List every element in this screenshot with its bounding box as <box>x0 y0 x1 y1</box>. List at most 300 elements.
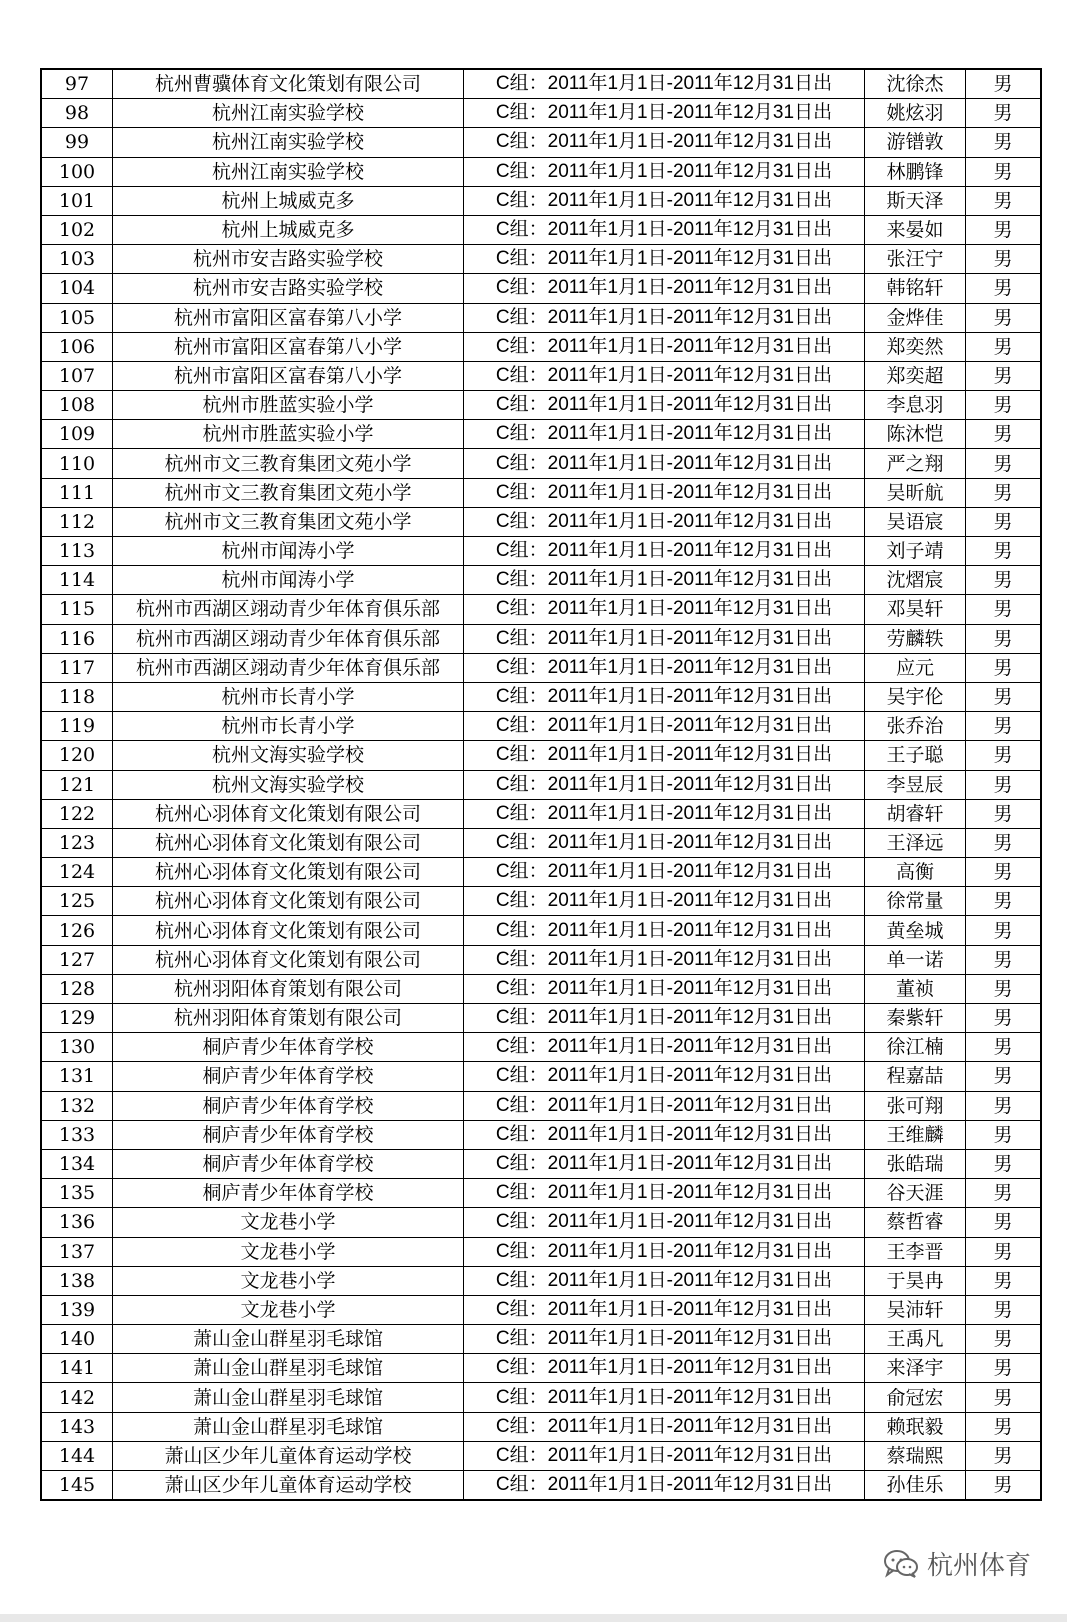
watermark-text: 杭州体育 <box>926 1551 1031 1581</box>
unit-cell: 杭州市西湖区翊动青少年体育俱乐部 <box>113 595 464 624</box>
table-row <box>41 858 1041 887</box>
sex-cell: 男 <box>966 391 1042 420</box>
unit-cell: 杭州市闻涛小学 <box>113 537 464 566</box>
table-row <box>41 653 1041 682</box>
unit-cell: 桐庐青少年体育学校 <box>113 1033 464 1062</box>
unit-cell: 萧山区少年儿童体育运动学校 <box>113 1471 464 1501</box>
unit-cell: 杭州心羽体育文化策划有限公司 <box>113 858 464 887</box>
name-cell: 吴昕航 <box>865 478 966 507</box>
table-row <box>41 1208 1041 1237</box>
table-row <box>41 624 1041 653</box>
sex-cell: 男 <box>966 128 1042 157</box>
sex-cell: 男 <box>966 1179 1042 1208</box>
table-row <box>41 1295 1041 1324</box>
name-cell: 王维麟 <box>865 1120 966 1149</box>
sex-cell: 男 <box>966 799 1042 828</box>
row-number: 121 <box>41 770 113 799</box>
unit-cell: 桐庐青少年体育学校 <box>113 1120 464 1149</box>
table-row <box>41 1471 1041 1501</box>
row-number: 134 <box>41 1149 113 1178</box>
row-number: 107 <box>41 361 113 390</box>
row-number: 130 <box>41 1033 113 1062</box>
table-row <box>41 507 1041 536</box>
name-cell: 韩铭轩 <box>865 274 966 303</box>
table-row <box>41 974 1041 1003</box>
row-number: 145 <box>41 1471 113 1501</box>
unit-cell: 杭州市闻涛小学 <box>113 566 464 595</box>
name-cell: 于昊冉 <box>865 1266 966 1295</box>
row-number: 115 <box>41 595 113 624</box>
unit-cell: 萧山区少年儿童体育运动学校 <box>113 1441 464 1470</box>
name-cell: 秦紫轩 <box>865 1004 966 1033</box>
row-number: 133 <box>41 1120 113 1149</box>
unit-cell: 萧山金山群星羽毛球馆 <box>113 1325 464 1354</box>
group-cell: C组：2011年1月1日-2011年12月31日出 <box>464 624 865 653</box>
row-number: 117 <box>41 653 113 682</box>
sex-cell: 男 <box>966 624 1042 653</box>
unit-cell: 杭州市西湖区翊动青少年体育俱乐部 <box>113 624 464 653</box>
name-cell: 邓昊轩 <box>865 595 966 624</box>
table-row <box>41 420 1041 449</box>
sex-cell: 男 <box>966 245 1042 274</box>
table-row <box>41 945 1041 974</box>
row-number: 106 <box>41 332 113 361</box>
group-cell: C组：2011年1月1日-2011年12月31日出 <box>464 274 865 303</box>
row-number: 122 <box>41 799 113 828</box>
sex-cell: 男 <box>966 1295 1042 1324</box>
name-cell: 郑奕然 <box>865 332 966 361</box>
group-cell: C组：2011年1月1日-2011年12月31日出 <box>464 1033 865 1062</box>
sex-cell: 男 <box>966 274 1042 303</box>
table-row <box>41 1266 1041 1295</box>
group-cell: C组：2011年1月1日-2011年12月31日出 <box>464 566 865 595</box>
table-row <box>41 887 1041 916</box>
unit-cell: 杭州文海实验学校 <box>113 770 464 799</box>
table-row <box>41 478 1041 507</box>
row-number: 139 <box>41 1295 113 1324</box>
row-number: 103 <box>41 245 113 274</box>
unit-cell: 杭州市文三教育集团文苑小学 <box>113 478 464 507</box>
group-cell: C组：2011年1月1日-2011年12月31日出 <box>464 653 865 682</box>
unit-cell: 萧山金山群星羽毛球馆 <box>113 1383 464 1412</box>
sex-cell: 男 <box>966 741 1042 770</box>
row-number: 144 <box>41 1441 113 1470</box>
name-cell: 刘子靖 <box>865 537 966 566</box>
group-cell: C组：2011年1月1日-2011年12月31日出 <box>464 916 865 945</box>
unit-cell: 桐庐青少年体育学校 <box>113 1179 464 1208</box>
name-cell: 黄垒城 <box>865 916 966 945</box>
unit-cell: 杭州市富阳区富春第八小学 <box>113 303 464 332</box>
sex-cell: 男 <box>966 507 1042 536</box>
group-cell: C组：2011年1月1日-2011年12月31日出 <box>464 799 865 828</box>
table-row <box>41 828 1041 857</box>
row-number: 120 <box>41 741 113 770</box>
name-cell: 劳麟轶 <box>865 624 966 653</box>
name-cell: 游镨敦 <box>865 128 966 157</box>
group-cell: C组：2011年1月1日-2011年12月31日出 <box>464 887 865 916</box>
sex-cell: 男 <box>966 1325 1042 1354</box>
row-number: 131 <box>41 1062 113 1091</box>
group-cell: C组：2011年1月1日-2011年12月31日出 <box>464 537 865 566</box>
unit-cell: 杭州心羽体育文化策划有限公司 <box>113 799 464 828</box>
name-cell: 徐常量 <box>865 887 966 916</box>
row-number: 118 <box>41 682 113 711</box>
name-cell: 沈徐杰 <box>865 69 966 99</box>
group-cell: C组：2011年1月1日-2011年12月31日出 <box>464 361 865 390</box>
sex-cell: 男 <box>966 1149 1042 1178</box>
sex-cell: 男 <box>966 215 1042 244</box>
name-cell: 俞冠宏 <box>865 1383 966 1412</box>
unit-cell: 杭州曹骥体育文化策划有限公司 <box>113 69 464 99</box>
name-cell: 程嘉喆 <box>865 1062 966 1091</box>
sex-cell: 男 <box>966 449 1042 478</box>
sex-cell: 男 <box>966 828 1042 857</box>
group-cell: C组：2011年1月1日-2011年12月31日出 <box>464 1149 865 1178</box>
unit-cell: 杭州市安吉路实验学校 <box>113 274 464 303</box>
unit-cell: 杭州市长青小学 <box>113 682 464 711</box>
name-cell: 郑奕超 <box>865 361 966 390</box>
row-number: 127 <box>41 945 113 974</box>
group-cell: C组：2011年1月1日-2011年12月31日出 <box>464 1325 865 1354</box>
group-cell: C组：2011年1月1日-2011年12月31日出 <box>464 1295 865 1324</box>
sex-cell: 男 <box>966 1120 1042 1149</box>
group-cell: C组：2011年1月1日-2011年12月31日出 <box>464 391 865 420</box>
row-number: 140 <box>41 1325 113 1354</box>
group-cell: C组：2011年1月1日-2011年12月31日出 <box>464 682 865 711</box>
unit-cell: 杭州市胜蓝实验小学 <box>113 420 464 449</box>
sex-cell: 男 <box>966 682 1042 711</box>
row-number: 137 <box>41 1237 113 1266</box>
sex-cell: 男 <box>966 1208 1042 1237</box>
name-cell: 徐江楠 <box>865 1033 966 1062</box>
row-number: 97 <box>41 69 113 99</box>
table-row <box>41 712 1041 741</box>
group-cell: C组：2011年1月1日-2011年12月31日出 <box>464 828 865 857</box>
table-row <box>41 215 1041 244</box>
row-number: 112 <box>41 507 113 536</box>
sex-cell: 男 <box>966 712 1042 741</box>
name-cell: 严之翔 <box>865 449 966 478</box>
sex-cell: 男 <box>966 945 1042 974</box>
group-cell: C组：2011年1月1日-2011年12月31日出 <box>464 332 865 361</box>
group-cell: C组：2011年1月1日-2011年12月31日出 <box>464 449 865 478</box>
row-number: 128 <box>41 974 113 1003</box>
unit-cell: 杭州市胜蓝实验小学 <box>113 391 464 420</box>
row-number: 119 <box>41 712 113 741</box>
sex-cell: 男 <box>966 566 1042 595</box>
sex-cell: 男 <box>966 916 1042 945</box>
name-cell: 孙佳乐 <box>865 1471 966 1501</box>
table-row <box>41 1091 1041 1120</box>
sex-cell: 男 <box>966 69 1042 99</box>
name-cell: 来晏如 <box>865 215 966 244</box>
name-cell: 姚炫羽 <box>865 99 966 128</box>
sex-cell: 男 <box>966 974 1042 1003</box>
sex-cell: 男 <box>966 332 1042 361</box>
group-cell: C组：2011年1月1日-2011年12月31日出 <box>464 245 865 274</box>
group-cell: C组：2011年1月1日-2011年12月31日出 <box>464 595 865 624</box>
name-cell: 王禹凡 <box>865 1325 966 1354</box>
table-row <box>41 916 1041 945</box>
name-cell: 吴沛轩 <box>865 1295 966 1324</box>
name-cell: 应元 <box>865 653 966 682</box>
table-row <box>41 332 1041 361</box>
row-number: 98 <box>41 99 113 128</box>
row-number: 132 <box>41 1091 113 1120</box>
sex-cell: 男 <box>966 595 1042 624</box>
name-cell: 林鹏锋 <box>865 157 966 186</box>
row-number: 108 <box>41 391 113 420</box>
table-row <box>41 1004 1041 1033</box>
roster-sheet <box>40 68 1034 1501</box>
unit-cell: 杭州上城威克多 <box>113 215 464 244</box>
table-row <box>41 1149 1041 1178</box>
unit-cell: 杭州羽阳体育策划有限公司 <box>113 974 464 1003</box>
row-number: 124 <box>41 858 113 887</box>
row-number: 143 <box>41 1412 113 1441</box>
sex-cell: 男 <box>966 770 1042 799</box>
name-cell: 赖珉毅 <box>865 1412 966 1441</box>
group-cell: C组：2011年1月1日-2011年12月31日出 <box>464 945 865 974</box>
roster-table <box>40 68 1042 1501</box>
unit-cell: 杭州市文三教育集团文苑小学 <box>113 449 464 478</box>
table-row <box>41 303 1041 332</box>
table-row <box>41 274 1041 303</box>
unit-cell: 文龙巷小学 <box>113 1295 464 1324</box>
group-cell: C组：2011年1月1日-2011年12月31日出 <box>464 1383 865 1412</box>
row-number: 116 <box>41 624 113 653</box>
unit-cell: 杭州市安吉路实验学校 <box>113 245 464 274</box>
row-number: 113 <box>41 537 113 566</box>
sex-cell: 男 <box>966 361 1042 390</box>
group-cell: C组：2011年1月1日-2011年12月31日出 <box>464 478 865 507</box>
group-cell: C组：2011年1月1日-2011年12月31日出 <box>464 507 865 536</box>
name-cell: 吴语宸 <box>865 507 966 536</box>
unit-cell: 杭州心羽体育文化策划有限公司 <box>113 828 464 857</box>
row-number: 126 <box>41 916 113 945</box>
sex-cell: 男 <box>966 1237 1042 1266</box>
table-row <box>41 566 1041 595</box>
name-cell: 高衡 <box>865 858 966 887</box>
roster-body <box>41 69 1041 1500</box>
group-cell: C组：2011年1月1日-2011年12月31日出 <box>464 1120 865 1149</box>
group-cell: C组：2011年1月1日-2011年12月31日出 <box>464 99 865 128</box>
bottom-strip <box>0 1614 1067 1622</box>
table-row <box>41 1120 1041 1149</box>
sex-cell: 男 <box>966 887 1042 916</box>
sex-cell: 男 <box>966 1062 1042 1091</box>
row-number: 125 <box>41 887 113 916</box>
table-row <box>41 69 1041 99</box>
row-number: 135 <box>41 1179 113 1208</box>
row-number: 104 <box>41 274 113 303</box>
table-row <box>41 449 1041 478</box>
table-row <box>41 1441 1041 1470</box>
group-cell: C组：2011年1月1日-2011年12月31日出 <box>464 712 865 741</box>
sex-cell: 男 <box>966 537 1042 566</box>
sex-cell: 男 <box>966 1412 1042 1441</box>
group-cell: C组：2011年1月1日-2011年12月31日出 <box>464 1004 865 1033</box>
table-row <box>41 1033 1041 1062</box>
sex-cell: 男 <box>966 1383 1042 1412</box>
row-number: 141 <box>41 1354 113 1383</box>
group-cell: C组：2011年1月1日-2011年12月31日出 <box>464 186 865 215</box>
unit-cell: 杭州江南实验学校 <box>113 99 464 128</box>
row-number: 101 <box>41 186 113 215</box>
row-number: 138 <box>41 1266 113 1295</box>
group-cell: C组：2011年1月1日-2011年12月31日出 <box>464 1266 865 1295</box>
table-row <box>41 799 1041 828</box>
table-row <box>41 595 1041 624</box>
sex-cell: 男 <box>966 157 1042 186</box>
sex-cell: 男 <box>966 478 1042 507</box>
row-number: 100 <box>41 157 113 186</box>
table-row <box>41 245 1041 274</box>
name-cell: 董祯 <box>865 974 966 1003</box>
table-row <box>41 770 1041 799</box>
unit-cell: 杭州上城威克多 <box>113 186 464 215</box>
group-cell: C组：2011年1月1日-2011年12月31日出 <box>464 770 865 799</box>
sex-cell: 男 <box>966 1091 1042 1120</box>
row-number: 102 <box>41 215 113 244</box>
unit-cell: 杭州羽阳体育策划有限公司 <box>113 1004 464 1033</box>
group-cell: C组：2011年1月1日-2011年12月31日出 <box>464 303 865 332</box>
name-cell: 单一诺 <box>865 945 966 974</box>
group-cell: C组：2011年1月1日-2011年12月31日出 <box>464 1412 865 1441</box>
row-number: 99 <box>41 128 113 157</box>
unit-cell: 桐庐青少年体育学校 <box>113 1091 464 1120</box>
unit-cell: 文龙巷小学 <box>113 1208 464 1237</box>
group-cell: C组：2011年1月1日-2011年12月31日出 <box>464 128 865 157</box>
name-cell: 蔡哲睿 <box>865 1208 966 1237</box>
name-cell: 李昱辰 <box>865 770 966 799</box>
table-row <box>41 99 1041 128</box>
unit-cell: 文龙巷小学 <box>113 1237 464 1266</box>
group-cell: C组：2011年1月1日-2011年12月31日出 <box>464 1471 865 1501</box>
group-cell: C组：2011年1月1日-2011年12月31日出 <box>464 1091 865 1120</box>
unit-cell: 杭州市富阳区富春第八小学 <box>113 332 464 361</box>
name-cell: 金烨佳 <box>865 303 966 332</box>
name-cell: 王泽远 <box>865 828 966 857</box>
table-row <box>41 361 1041 390</box>
group-cell: C组：2011年1月1日-2011年12月31日出 <box>464 1441 865 1470</box>
group-cell: C组：2011年1月1日-2011年12月31日出 <box>464 157 865 186</box>
name-cell: 张汪宁 <box>865 245 966 274</box>
sex-cell: 男 <box>966 186 1042 215</box>
group-cell: C组：2011年1月1日-2011年12月31日出 <box>464 741 865 770</box>
name-cell: 斯天泽 <box>865 186 966 215</box>
table-row <box>41 537 1041 566</box>
unit-cell: 杭州市富阳区富春第八小学 <box>113 361 464 390</box>
name-cell: 张乔治 <box>865 712 966 741</box>
group-cell: C组：2011年1月1日-2011年12月31日出 <box>464 858 865 887</box>
table-row <box>41 1325 1041 1354</box>
wechat-icon <box>883 1549 919 1579</box>
group-cell: C组：2011年1月1日-2011年12月31日出 <box>464 1062 865 1091</box>
name-cell: 陈沐恺 <box>865 420 966 449</box>
row-number: 105 <box>41 303 113 332</box>
unit-cell: 杭州市长青小学 <box>113 712 464 741</box>
sex-cell: 男 <box>966 99 1042 128</box>
sex-cell: 男 <box>966 1471 1042 1501</box>
unit-cell: 桐庐青少年体育学校 <box>113 1149 464 1178</box>
table-row <box>41 1383 1041 1412</box>
sex-cell: 男 <box>966 1354 1042 1383</box>
group-cell: C组：2011年1月1日-2011年12月31日出 <box>464 69 865 99</box>
sex-cell: 男 <box>966 858 1042 887</box>
table-row <box>41 1062 1041 1091</box>
name-cell: 张可翔 <box>865 1091 966 1120</box>
table-row <box>41 391 1041 420</box>
unit-cell: 桐庐青少年体育学校 <box>113 1062 464 1091</box>
group-cell: C组：2011年1月1日-2011年12月31日出 <box>464 215 865 244</box>
row-number: 109 <box>41 420 113 449</box>
row-number: 129 <box>41 1004 113 1033</box>
unit-cell: 杭州心羽体育文化策划有限公司 <box>113 916 464 945</box>
unit-cell: 萧山金山群星羽毛球馆 <box>113 1412 464 1441</box>
table-row <box>41 157 1041 186</box>
name-cell: 来泽宇 <box>865 1354 966 1383</box>
unit-cell: 杭州江南实验学校 <box>113 157 464 186</box>
name-cell: 沈熠宸 <box>865 566 966 595</box>
name-cell: 谷天涯 <box>865 1179 966 1208</box>
unit-cell: 萧山金山群星羽毛球馆 <box>113 1354 464 1383</box>
unit-cell: 杭州江南实验学校 <box>113 128 464 157</box>
table-row <box>41 186 1041 215</box>
row-number: 142 <box>41 1383 113 1412</box>
unit-cell: 文龙巷小学 <box>113 1266 464 1295</box>
sex-cell: 男 <box>966 1441 1042 1470</box>
unit-cell: 杭州市文三教育集团文苑小学 <box>113 507 464 536</box>
table-row <box>41 682 1041 711</box>
row-number: 136 <box>41 1208 113 1237</box>
group-cell: C组：2011年1月1日-2011年12月31日出 <box>464 974 865 1003</box>
table-row <box>41 1237 1041 1266</box>
row-number: 111 <box>41 478 113 507</box>
name-cell: 王李晋 <box>865 1237 966 1266</box>
table-row <box>41 741 1041 770</box>
name-cell: 张皓瑞 <box>865 1149 966 1178</box>
group-cell: C组：2011年1月1日-2011年12月31日出 <box>464 420 865 449</box>
name-cell: 胡睿轩 <box>865 799 966 828</box>
group-cell: C组：2011年1月1日-2011年12月31日出 <box>464 1354 865 1383</box>
name-cell: 蔡瑞熙 <box>865 1441 966 1470</box>
sex-cell: 男 <box>966 653 1042 682</box>
name-cell: 王子聪 <box>865 741 966 770</box>
row-number: 110 <box>41 449 113 478</box>
unit-cell: 杭州心羽体育文化策划有限公司 <box>113 945 464 974</box>
table-row <box>41 128 1041 157</box>
sex-cell: 男 <box>966 303 1042 332</box>
sex-cell: 男 <box>966 420 1042 449</box>
unit-cell: 杭州心羽体育文化策划有限公司 <box>113 887 464 916</box>
table-row <box>41 1354 1041 1383</box>
group-cell: C组：2011年1月1日-2011年12月31日出 <box>464 1208 865 1237</box>
table-row <box>41 1179 1041 1208</box>
group-cell: C组：2011年1月1日-2011年12月31日出 <box>464 1179 865 1208</box>
name-cell: 吴宇伦 <box>865 682 966 711</box>
sex-cell: 男 <box>966 1266 1042 1295</box>
unit-cell: 杭州文海实验学校 <box>113 741 464 770</box>
name-cell: 李息羽 <box>865 391 966 420</box>
watermark <box>883 1545 1031 1582</box>
unit-cell: 杭州市西湖区翊动青少年体育俱乐部 <box>113 653 464 682</box>
sex-cell: 男 <box>966 1004 1042 1033</box>
group-cell: C组：2011年1月1日-2011年12月31日出 <box>464 1237 865 1266</box>
table-row <box>41 1412 1041 1441</box>
row-number: 123 <box>41 828 113 857</box>
row-number: 114 <box>41 566 113 595</box>
